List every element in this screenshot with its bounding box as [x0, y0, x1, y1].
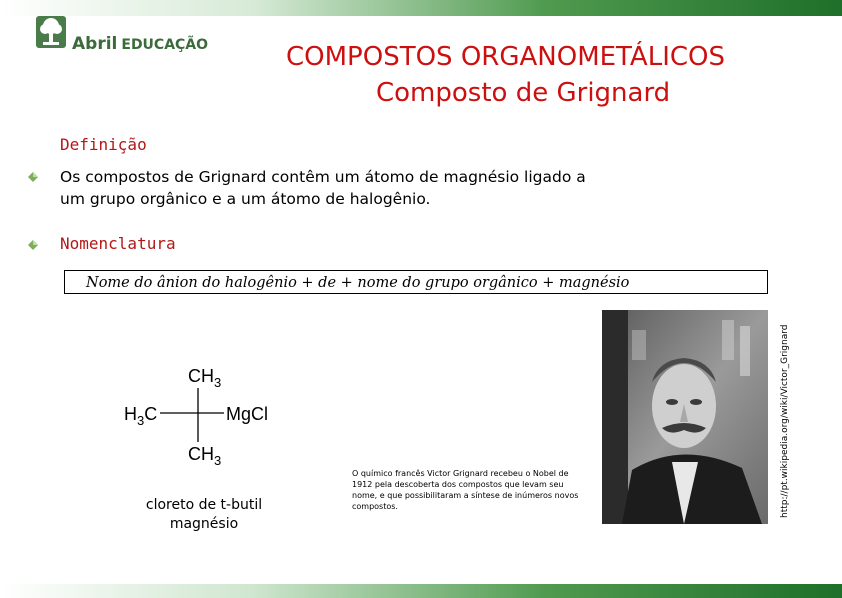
- structure-bottom-group: $CH_3$: [188, 444, 222, 468]
- portrait-image: [602, 310, 768, 524]
- logo-brand: Abril: [72, 34, 118, 54]
- t-butyl-magnesium-chloride-structure: [118, 358, 288, 468]
- bullet-icon: [28, 172, 38, 182]
- tree-logo-icon: [34, 14, 68, 50]
- definition-line-1: Os compostos de Grignard contêm um átomo de magnésio ligado a: [60, 168, 586, 186]
- bottom-decorative-bar: [0, 584, 842, 598]
- definition-line-2: um grupo orgânico e a um átomo de halogênio.: [60, 190, 431, 208]
- abril-educacao-logo: [34, 14, 214, 54]
- photo-caption: O químico francês Victor Grignard recebeu o Nobel de 1912 pela descoberta dos compostos que levam seu nome, e que possibilitaram a síntese de inúmeros novos compostos.: [352, 469, 579, 511]
- structure-caption: [136, 496, 272, 534]
- nomenclature-formula: Nome do ânion do halogênio + de + nome do grupo orgânico + magnésio: [86, 275, 630, 291]
- structure-caption-line-1: cloreto de t-butil: [145, 497, 263, 513]
- nomenclature-heading: Nomenclatura: [60, 234, 176, 253]
- structure-caption-line-2: magnésio: [169, 516, 239, 532]
- logo-wordmark: [72, 34, 208, 54]
- structure-left-group: $H_3C$: [124, 404, 158, 428]
- photo-credit-url[interactable]: http://pt.wikipedia.org/wiki/Victor_Grignard: [780, 324, 790, 518]
- victor-grignard-photo: [602, 310, 768, 524]
- definition-heading: Definição: [60, 135, 147, 154]
- page-subtitle: Composto de Grignard: [376, 78, 671, 108]
- page-title: COMPOSTOS ORGANOMETÁLICOS: [286, 42, 725, 72]
- structure-right-group: MgCl: [226, 404, 269, 424]
- definition-text: [60, 166, 700, 210]
- logo-sub: EDUCAÇÃO: [121, 37, 209, 53]
- bullet-icon: [28, 240, 38, 250]
- structure-top-group: $CH_3$: [188, 366, 222, 390]
